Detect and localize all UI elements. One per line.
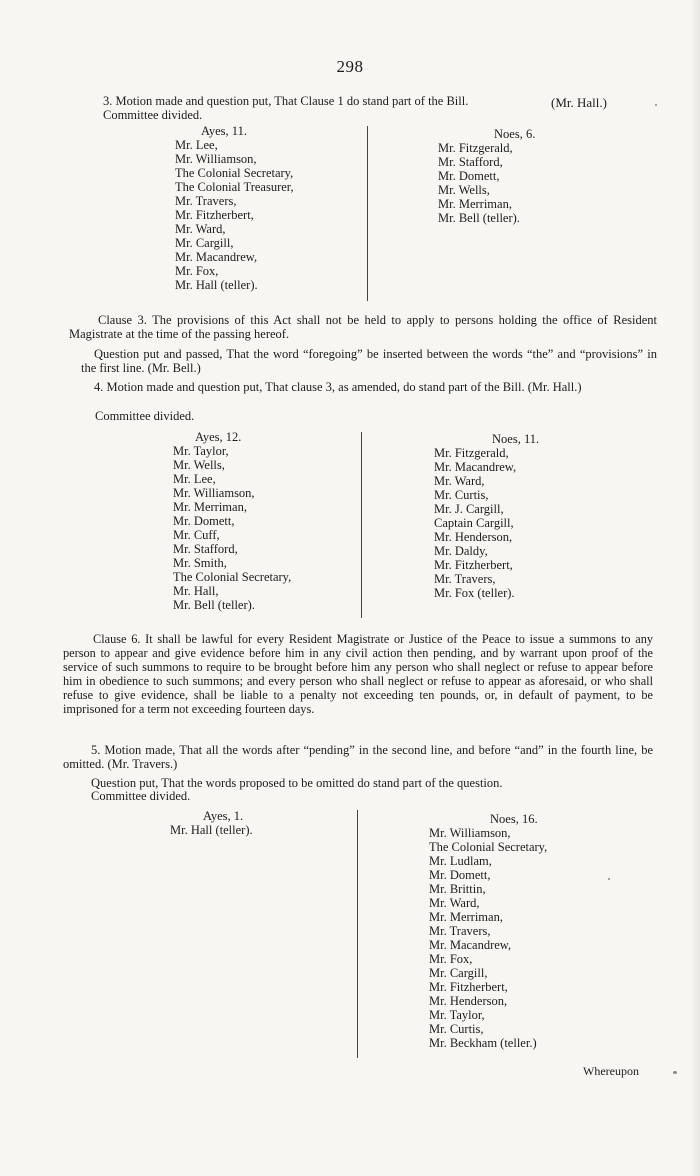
division3-noe-name: Mr. Beckham (teller.) <box>429 1036 537 1050</box>
motion3-committee-divided: Committee divided. <box>103 108 203 122</box>
division1-divider <box>367 126 368 301</box>
division1-aye-name: Mr. Cargill, <box>175 236 234 250</box>
division2-noe-name: Mr. Travers, <box>434 572 496 586</box>
division2-aye-name: Mr. Smith, <box>173 556 227 570</box>
division2-aye-name: Mr. Bell (teller). <box>173 598 255 612</box>
division3-noe-name: Mr. Henderson, <box>429 994 508 1008</box>
division2-aye-name: Mr. Merriman, <box>173 500 247 514</box>
motion4-committee-divided: Committee divided. <box>95 409 195 423</box>
division2-noes <box>434 432 539 600</box>
clause3-text: Clause 3. The provisions of this Act shall not be held to apply to persons holding the office of Resident Magistrate at the time of the passing hereof. <box>69 313 657 341</box>
division1-noe-name: Mr. Bell (teller). <box>438 211 520 225</box>
division3-ayes <box>170 809 253 837</box>
division1-aye-name: Mr. Hall (teller). <box>175 278 258 292</box>
division2-aye-name: Mr. Wells, <box>173 458 225 472</box>
clause6-text: Clause 6. It shall be lawful for every Resident Magistrate or Justice of the Peace to issue a summons to any person to appear and give evidence before him in any civil action then pending, and by warrant upon proof of the service of such summons to require to be brought before him any person who shall neglect or refuse to appear before him in obedience to such summons; and every person who shall neglect or refuse to appear as aforesaid, or who shall refuse to give evidence, shall be liable to a penalty not exceeding ten pounds, or, in default of payment, to be imprisoned for a term not exceeding fourteen days. <box>63 632 653 716</box>
division3-noe-name: Mr. Domett, <box>429 868 491 882</box>
division1-ayes-header: Ayes, 11. <box>201 124 247 138</box>
page-edge-shadow <box>690 0 700 1176</box>
motion5-committee-divided: Committee divided. <box>91 789 191 803</box>
ink-speck <box>608 878 610 880</box>
division3-noe-name: Mr. Fitzherbert, <box>429 980 508 994</box>
division3-divider <box>357 810 358 1058</box>
division2-noe-name: Mr. Henderson, <box>434 530 513 544</box>
division2-aye-name: Mr. Williamson, <box>173 486 255 500</box>
division1-aye-name: Mr. Fox, <box>175 264 219 278</box>
motion3-mover: (Mr. Hall.) <box>551 95 607 110</box>
division2-noe-name: Mr. Macandrew, <box>434 460 517 474</box>
division3-noe-name: Mr. Fox, <box>429 952 473 966</box>
division1-aye-name: Mr. Macandrew, <box>175 250 258 264</box>
division1-aye-name: The Colonial Treasurer, <box>175 180 294 194</box>
division3-noes-header: Noes, 16. <box>490 812 538 826</box>
division2-ayes <box>173 430 291 612</box>
division3-noe-name: Mr. Williamson, <box>429 826 511 840</box>
division2-aye-name: Mr. Cuff, <box>173 528 220 542</box>
motion4-text: 4. Motion made and question put, That clause 3, as amended, do stand part of the Bill. (Mr. Hall.) <box>94 380 582 394</box>
division3-noe-name: Mr. Brittin, <box>429 882 486 896</box>
division2-noe-name: Mr. J. Cargill, <box>434 502 504 516</box>
page-number: 298 <box>336 57 364 76</box>
division1-noe-name: Mr. Domett, <box>438 169 500 183</box>
division2-noe-name: Mr. Fitzgerald, <box>434 446 509 460</box>
division3-noe-name: The Colonial Secretary, <box>429 840 548 854</box>
division1-aye-name: Mr. Fitzherbert, <box>175 208 254 222</box>
division3-noe-name: Mr. Travers, <box>429 924 491 938</box>
division2-noes-header: Noes, 11. <box>492 432 540 446</box>
ink-speck <box>673 1071 677 1074</box>
division1-noe-name: Mr. Merriman, <box>438 197 512 211</box>
division2-noe-name: Captain Cargill, <box>434 516 514 530</box>
division2-noe-name: Mr. Fitzherbert, <box>434 558 513 572</box>
division2-aye-name: Mr. Taylor, <box>173 444 229 458</box>
division1-ayes <box>175 124 294 292</box>
division2-noe-name: Mr. Curtis, <box>434 488 489 502</box>
division3-noe-name: Mr. Ludlam, <box>429 854 492 868</box>
division1-aye-name: The Colonial Secretary, <box>175 166 294 180</box>
division3-ayes-header: Ayes, 1. <box>203 809 244 823</box>
division2-aye-name: Mr. Stafford, <box>173 542 238 556</box>
division2-noe-name: Mr. Daldy, <box>434 544 488 558</box>
division2-aye-name: Mr. Domett, <box>173 514 235 528</box>
division1-noes <box>438 127 535 225</box>
division3-noe-name: Mr. Cargill, <box>429 966 488 980</box>
motion5-question: Question put, That the words proposed to be omitted do stand part of the question. <box>91 776 503 790</box>
division3-noe-name: Mr. Ward, <box>429 896 480 910</box>
division1-aye-name: Mr. Ward, <box>175 222 226 236</box>
motion5-text: 5. Motion made, That all the words after “pending” in the second line, and before “and” in the fourth line, be omitted. (Mr. Travers.) <box>63 743 653 771</box>
division2-noe-name: Mr. Fox (teller). <box>434 586 515 600</box>
division3-noes <box>429 812 547 1050</box>
division1-noe-name: Mr. Fitzgerald, <box>438 141 513 155</box>
catchword: Whereupon <box>583 1064 639 1078</box>
division1-noe-name: Mr. Stafford, <box>438 155 503 169</box>
division2-aye-name: Mr. Lee, <box>173 472 216 486</box>
division2-aye-name: The Colonial Secretary, <box>173 570 292 584</box>
division1-aye-name: Mr. Lee, <box>175 138 218 152</box>
division3-aye-name: Mr. Hall (teller). <box>170 823 253 837</box>
division3-noe-name: Mr. Taylor, <box>429 1008 485 1022</box>
division1-noes-header: Noes, 6. <box>494 127 536 141</box>
division1-noe-name: Mr. Wells, <box>438 183 490 197</box>
division1-aye-name: Mr. Travers, <box>175 194 237 208</box>
division3-noe-name: Mr. Macandrew, <box>429 938 512 952</box>
division3-noe-name: Mr. Curtis, <box>429 1022 484 1036</box>
division3-noe-name: Mr. Merriman, <box>429 910 503 924</box>
division2-noe-name: Mr. Ward, <box>434 474 485 488</box>
division1-aye-name: Mr. Williamson, <box>175 152 257 166</box>
motion3-text: 3. Motion made and question put, That Clause 1 do stand part of the Bill. <box>103 94 469 108</box>
ink-speck <box>655 104 657 106</box>
division2-divider <box>361 432 362 618</box>
clause3-amendment: Question put and passed, That the word “foregoing” be inserted between the words “the” and “provisions” in the first line. (Mr. Bell.) <box>81 347 657 375</box>
division2-ayes-header: Ayes, 12. <box>195 430 242 444</box>
division2-aye-name: Mr. Hall, <box>173 584 219 598</box>
